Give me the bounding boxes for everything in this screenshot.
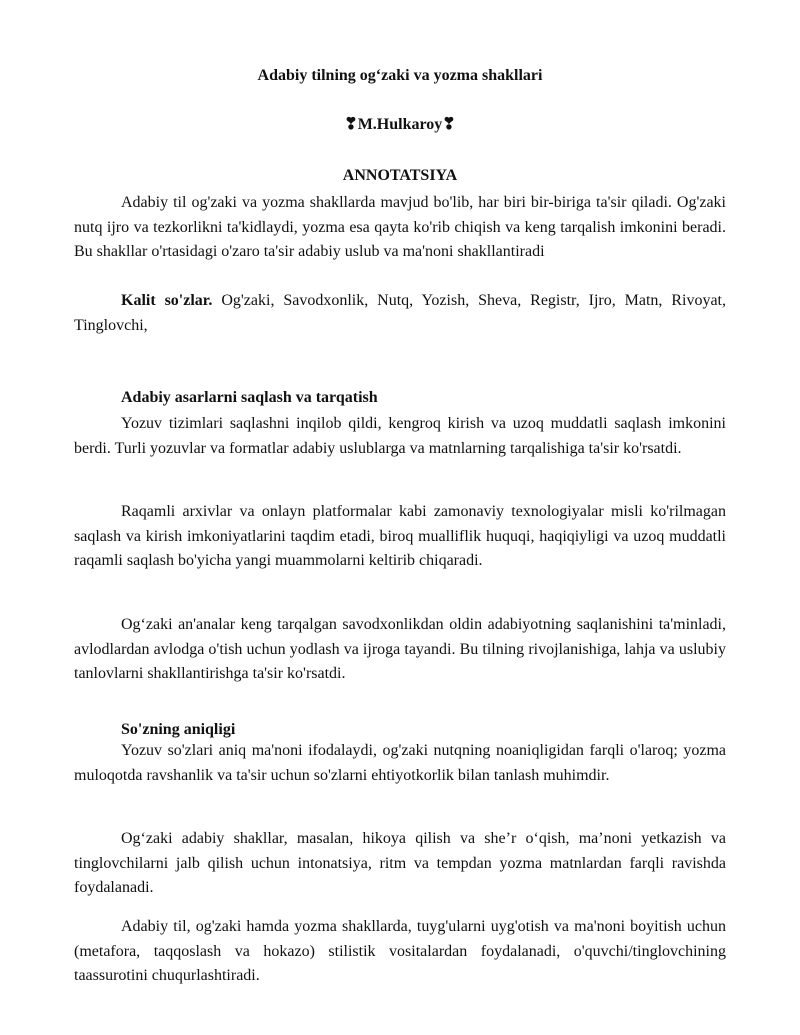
author-name: ❣M.Hulkaroy❣ (344, 116, 456, 133)
paragraph-precision-3: Adabiy til, og'zaki hamda yozma shakllarda, tuyg'ularni uyg'otish va ma'noni boyitish uchun (metafora, taqqoslash va hokazo) stilistik vositalardan foydalanadi, o'quvchi/tinglovchining taassurotini chuqurlashtiradi. (74, 918, 726, 984)
section-heading-preservation: Adabiy asarlarni saqlash va tarqatish (121, 389, 378, 406)
document-title: Adabiy tilning og‘zaki va yozma shakllari (257, 67, 543, 84)
paragraph-preservation-1: Yozuv tizimlari saqlashni inqilob qildi, kengroq kirish va uzoq muddatli saqlash imkonini berdi. Turli yozuvlar va formatlar adabiy uslublarga va matnlarning tarqalishiga ta'sir ko'rsatdi. (74, 415, 726, 457)
section-heading-precision: So'zning aniqligi (121, 721, 236, 738)
paragraph-precision-1: Yozuv so'zlari aniq ma'noni ifodalaydi, og'zaki nutqning noaniqligidan farqli o'laroq; yozma muloqotda ravshanlik va ta'sir uchun so'zlarni ehtiyotkorlik bilan tanlash muhimdir. (74, 742, 726, 784)
annotation-heading: ANNOTATSIYA (342, 167, 458, 184)
paragraph-preservation-3: Og‘zaki an'analar keng tarqalgan savodxonlikdan oldin adabiyotning saqlanishini ta'minladi, avlodlardan avlodga o'tish uchun yodlash va ijroga tayandi. Bu tilning rivojlanishiga, lahja va uslubiy tanlovlarni shakllantirishga ta'sir ko'rsatdi. (74, 616, 726, 682)
keywords-paragraph (74, 289, 726, 338)
keywords-label: Kalit so'zlar. (121, 292, 213, 309)
paragraph-preservation-2: Raqamli arxivlar va onlayn platformalar kabi zamonaviy texnologiyalar misli ko'rilmagan saqlash va kirish imkoniyatlarini taqdim etadi, biroq mualliflik huquqi, haqiqiyligi va uzoq muddatli raqamli saqlash bo'yicha yangi muammolarni keltirib chiqaradi. (74, 503, 726, 569)
annotation-text: Adabiy til og'zaki va yozma shakllarda mavjud bo'lib, har biri bir-biriga ta'sir qiladi. Og'zaki nutq ijro va tezkorlikni ta'kidlaydi, yozma esa qayta ko'rib chiqish va keng tarqalish imkonini beradi. Bu shakllar o'rtasidagi o'zaro ta'sir adabiy uslub va ma'noni shakllantiradi (74, 194, 726, 260)
paragraph-precision-2: Og‘zaki adabiy shakllar, masalan, hikoya qilish va she’r o‘qish, ma’noni yetkazish va tinglovchilarni jalb qilish uchun intonatsiya, ritm va tempdan yozma matnlardan farqli ravishda foydalanadi. (74, 830, 726, 896)
keywords-text: Og'zaki, Savodxonlik, Nutq, Yozish, Sheva, Registr, Ijro, Matn, Rivoyat, Tinglovchi, (74, 292, 727, 334)
